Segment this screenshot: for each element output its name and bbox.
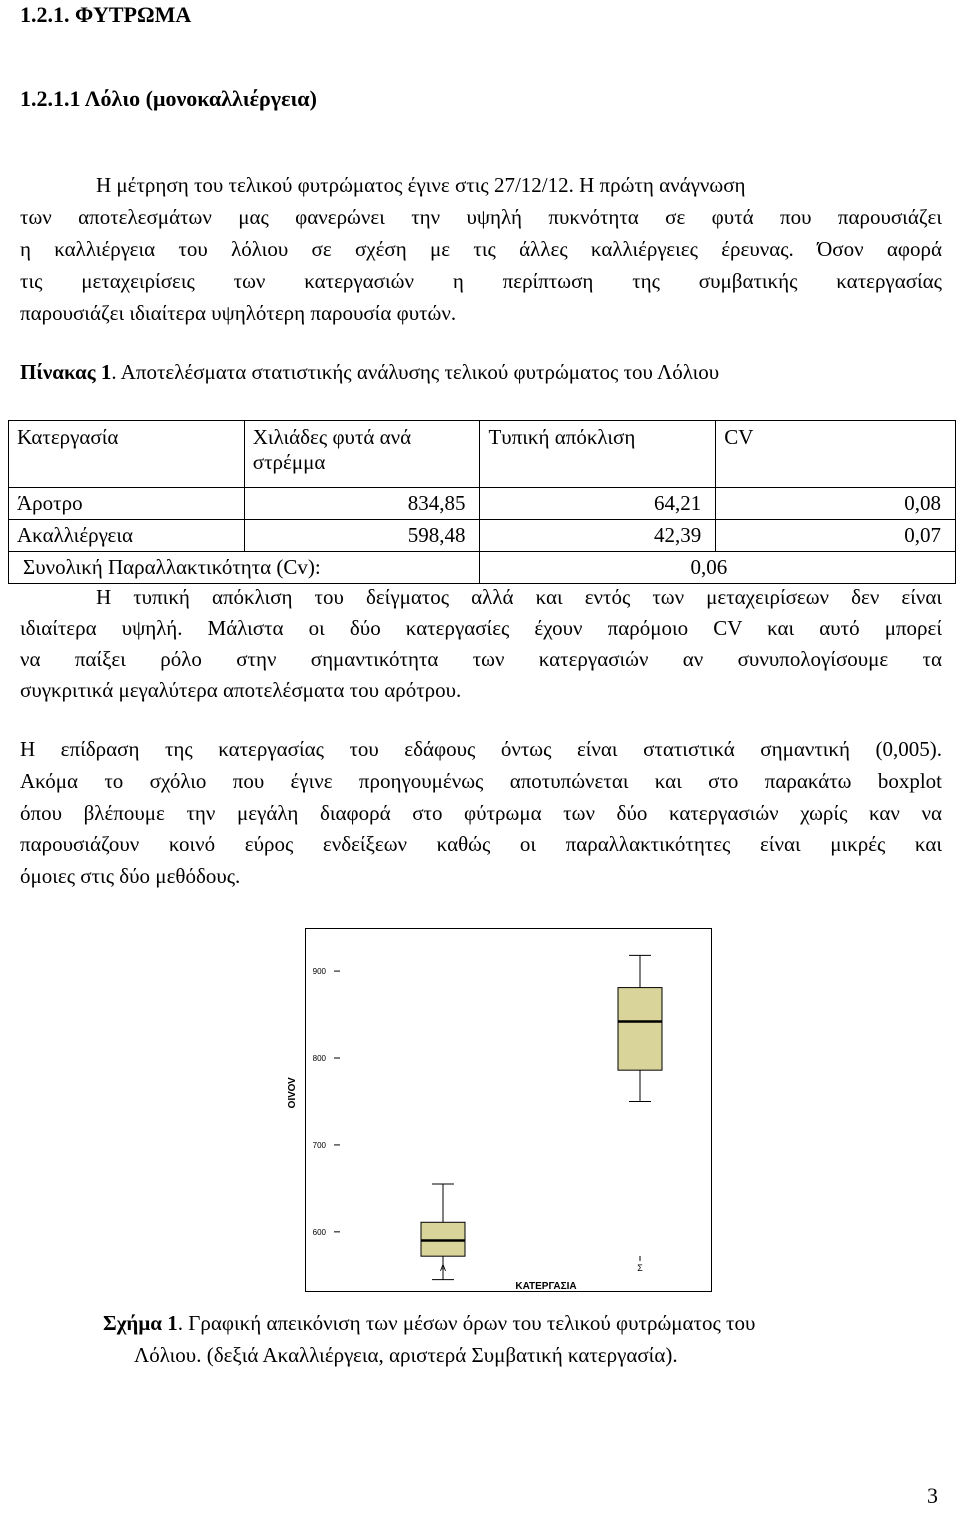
footer-label: Συνολική Παραλλακτικότητα (Cv):	[9, 552, 480, 584]
figure-caption-label: Σχήμα 1	[103, 1311, 178, 1335]
y-tick-label: 700	[312, 1140, 326, 1150]
header-cell: Χιλιάδες φυτά ανά στρέμμα	[244, 421, 480, 488]
intro-line-1: Η μέτρηση του τελικού φυτρώματος έγινε στις 27/12/12. Η πρώτη ανάγνωση	[96, 173, 746, 197]
table-cell: Ακαλλιέργεια	[9, 520, 245, 552]
box-iqr	[421, 1222, 465, 1256]
para2-line-2: ιδιαίτερα υψηλή. Μάλιστα οι δύο κατεργασίες έχουν παρόμοιο CV και αυτό μπορεί	[20, 616, 942, 640]
table-caption-label: Πίνακας 1	[20, 360, 112, 384]
y-tick-label: 900	[312, 967, 326, 977]
intro-line-5: παρουσιάζει ιδιαίτερα υψηλότερη παρουσία φυτών.	[20, 301, 457, 325]
section-heading: 1.2.1. ΦΥΤΡΩΜΑ	[20, 2, 192, 27]
header-cell: Τυπική απόκλιση	[480, 421, 716, 488]
para2-line-3: να παίξει ρόλο στην σημαντικότητα των κατεργασιών αν συνυπολογίσουμε τα	[20, 647, 942, 671]
figure-caption-line-1	[103, 1311, 755, 1336]
x-axis-label: ΚΑΤΕΡΓΑΣΙΑ	[515, 1281, 577, 1292]
results-table	[8, 420, 956, 584]
table-row	[9, 520, 956, 552]
table-cell: 834,85	[244, 488, 480, 520]
y-tick-label: 800	[312, 1054, 326, 1063]
boxplot-chart	[285, 929, 711, 1292]
x-tick-label: Α	[439, 1263, 447, 1273]
figure-caption-line-2: Λόλιου. (δεξιά Ακαλλιέργεια, αριστερά Συμβατική κατεργασία).	[134, 1343, 678, 1367]
table-cell: 42,39	[480, 520, 716, 552]
footer-value: 0,06	[480, 552, 956, 584]
header-cell: CV	[716, 421, 956, 488]
figure-caption-text-1: . Γραφική απεικόνιση των μέσων όρων του τελικού φυτρώματος του	[177, 1311, 756, 1335]
table-cell: 0,07	[716, 520, 956, 552]
y-tick-label: 600	[312, 1227, 326, 1237]
table-footer-row	[9, 552, 956, 584]
table-cell: 598,48	[244, 520, 480, 552]
header-cell: Κατεργασία	[9, 421, 245, 488]
intro-line-3: η καλλιέργεια του λόλιου σε σχέση με τις άλλες καλλιέργειες έρευνας. Όσον αφορά	[20, 237, 942, 261]
y-axis-label: ΛΟΛΙΟ	[285, 1077, 296, 1109]
para3-line-2: Ακόμα το σχόλιο που έγινε προηγουμένως αποτυπώνεται και στο παρακάτω boxplot	[20, 769, 942, 793]
table-row	[9, 488, 956, 520]
page-number: 3	[927, 1483, 938, 1508]
intro-line-2: των αποτελεσμάτων μας φανερώνει την υψηλή πυκνότητα σε φυτά που παρουσιάζει	[20, 205, 942, 229]
table-header-row	[9, 421, 956, 488]
table-caption	[20, 360, 719, 385]
subsection-heading: 1.2.1.1 Λόλιο (μονοκαλλιέργεια)	[20, 86, 317, 111]
para2-line-4: συγκριτικά μεγαλύτερα αποτελέσματα του αρότρου.	[20, 678, 462, 702]
para3-line-3: όπου βλέπουμε την μεγάλη διαφορά στο φύτρωμα των δύο κατεργασιών χωρίς καν να	[20, 801, 942, 825]
x-tick-label: Σ	[637, 1263, 643, 1273]
intro-line-4: τις μεταχειρίσεις των κατεργασιών η περίπτωση της συμβατικής κατεργασίας	[20, 269, 942, 293]
para3-line-1: Η επίδραση της κατεργασίας του εδάφους όντως είναι στατιστικά σημαντική (0,005).	[20, 737, 942, 761]
para3-line-4: παρουσιάζουν κοινό εύρος ενδείξεων καθώς οι παραλλακτικότητες είναι μικρές και	[20, 832, 942, 856]
para2-line-1: Η τυπική απόκλιση του δείγματος αλλά και εντός των μεταχειρίσεων δεν είναι	[96, 585, 942, 609]
box-iqr	[618, 988, 662, 1071]
para3-line-5: όμοιες στις δύο μεθόδους.	[20, 864, 241, 888]
boxplot-figure	[285, 928, 712, 1292]
table-cell: 0,08	[716, 488, 956, 520]
table-caption-text: . Αποτελέσματα στατιστικής ανάλυσης τελικού φυτρώματος του Λόλιου	[111, 360, 720, 384]
table-cell: 64,21	[480, 488, 716, 520]
table-cell: Άροτρο	[9, 488, 245, 520]
